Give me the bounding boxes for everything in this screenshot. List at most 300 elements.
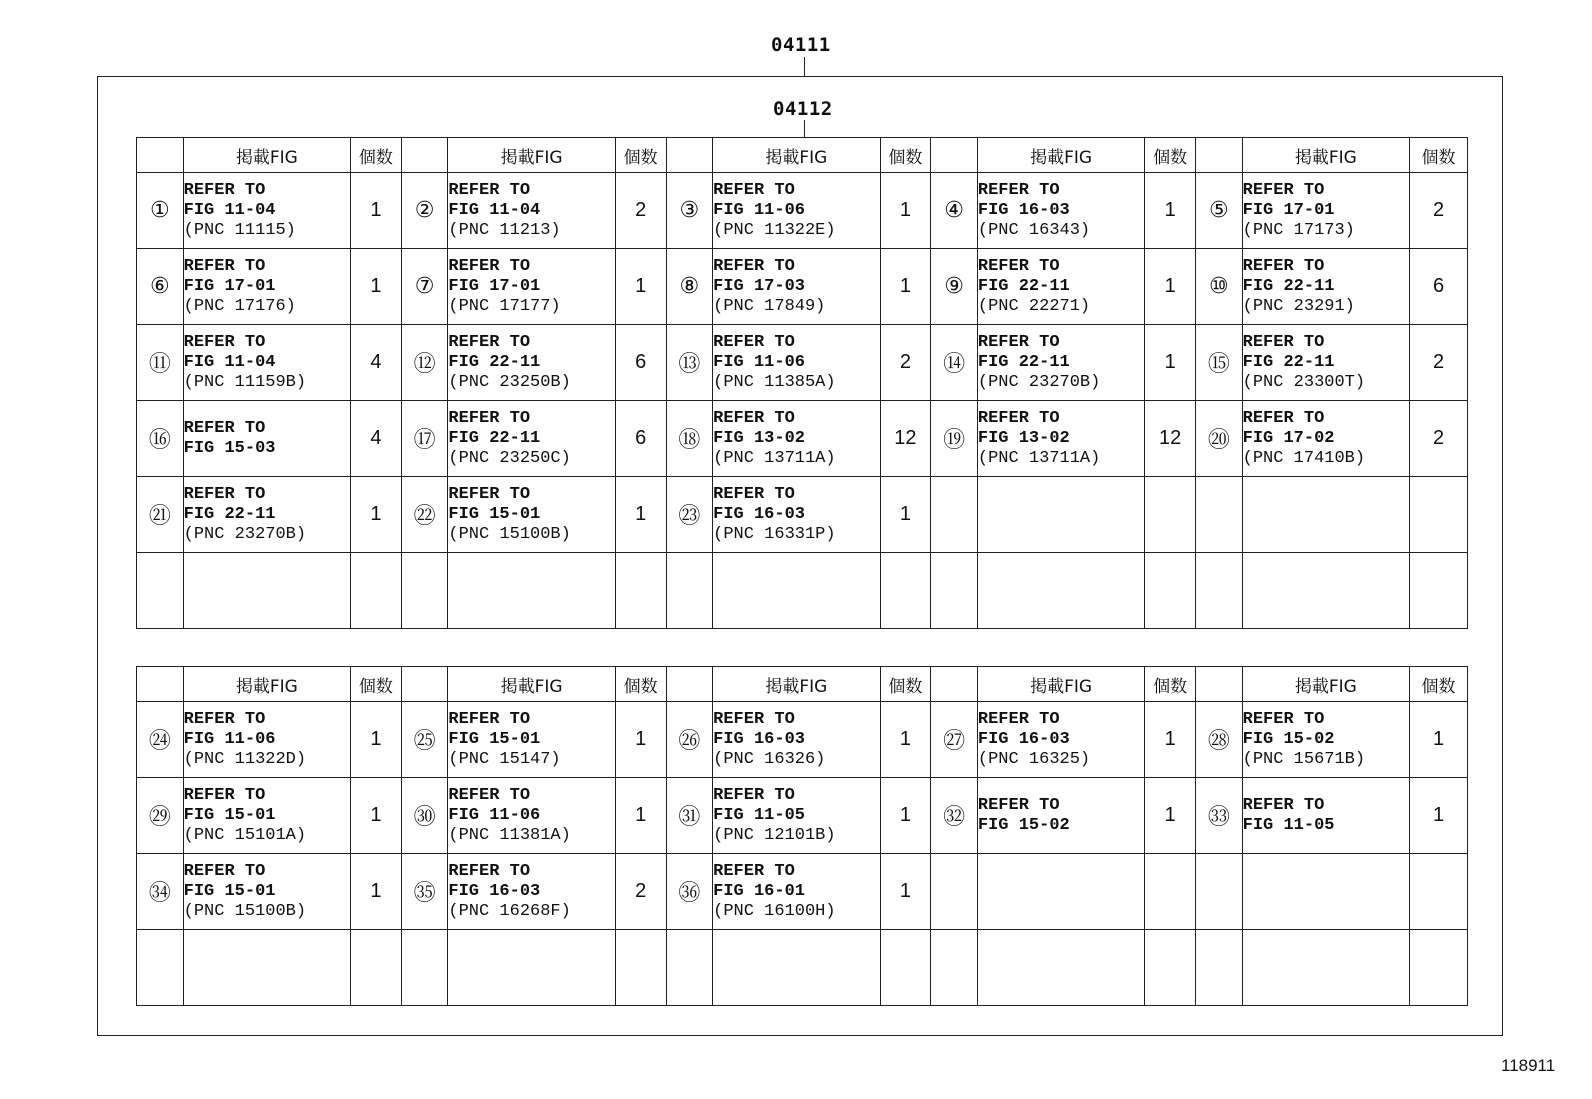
fig-reference-cell [448,553,615,629]
quantity-cell: 1 [615,249,666,325]
refer-to-text: REFER TO [448,180,531,200]
fig-reference-cell [1242,778,1409,854]
callout-number [666,930,713,1006]
quantity-cell: 4 [351,401,402,477]
callout-number [1196,854,1243,930]
header-qty-cell: 個数 [880,667,931,702]
quantity-cell: 2 [1410,173,1468,249]
fig-number-text: FIG 16-03 [713,504,805,524]
fig-reference-cell [1242,854,1409,930]
fig-reference-cell [183,325,350,401]
fig-reference-cell [183,249,350,325]
header-fig-cell: 掲載FIG [977,667,1144,702]
fig-reference-cell [448,854,615,930]
callout-number: ⑲ [931,401,978,477]
callout-number: ⑯ [137,401,184,477]
refer-to-text: REFER TO [713,408,795,428]
fig-reference-cell [1242,173,1409,249]
header-number-cell [401,667,448,702]
assembly-number-label: 04111 [771,34,831,56]
fig-reference-cell [1242,477,1409,553]
refer-to-text: REFER TO [1242,795,1325,815]
quantity-cell [1410,854,1468,930]
fig-reference-cell [977,477,1144,553]
callout-number: ㉗ [931,702,978,778]
quantity-cell: 1 [1145,702,1196,778]
refer-to-text: REFER TO [448,256,531,276]
table-header-row [137,667,1468,702]
callout-number: ㉑ [137,477,184,553]
pnc-text: (PNC 22271) [977,296,1091,316]
quantity-cell: 2 [615,854,666,930]
fig-number-text: FIG 17-03 [713,276,805,296]
refer-to-text: REFER TO [183,418,266,438]
callout-number: ④ [931,173,978,249]
table-row [137,249,1468,325]
fig-number-text: FIG 22-11 [448,428,541,448]
fig-reference-cell [713,401,880,477]
fig-number-text: FIG 22-11 [448,352,541,372]
header-number-cell [666,138,713,173]
pnc-text: (PNC 11115) [183,220,296,240]
header-qty-cell: 個数 [880,138,931,173]
fig-number-text: FIG 13-02 [977,428,1070,448]
header-number-cell [666,667,713,702]
pnc-text: (PNC 17177) [448,296,561,316]
fig-reference-cell [977,930,1144,1006]
quantity-cell [351,930,402,1006]
fig-reference-cell [713,930,880,1006]
refer-to-text: REFER TO [183,861,266,881]
pnc-text: (PNC 17849) [713,296,826,316]
quantity-cell: 1 [1145,325,1196,401]
fig-number-text: FIG 22-11 [1242,276,1335,296]
fig-reference-cell [977,854,1144,930]
refer-to-text: REFER TO [977,256,1060,276]
table-row [137,702,1468,778]
header-fig-cell: 掲載FIG [1242,138,1409,173]
refer-to-text: REFER TO [713,484,795,504]
quantity-cell: 2 [1410,401,1468,477]
quantity-cell [1145,854,1196,930]
callout-number: ⑪ [137,325,184,401]
header-number-cell [1196,667,1243,702]
fig-reference-cell [448,778,615,854]
refer-to-text: REFER TO [183,180,266,200]
callout-number: ㉓ [666,477,713,553]
fig-reference-cell [1242,325,1409,401]
fig-reference-cell [977,553,1144,629]
header-qty-cell: 個数 [615,138,666,173]
quantity-cell: 1 [615,778,666,854]
fig-number-text: FIG 22-11 [977,352,1070,372]
header-number-cell [1196,138,1243,173]
refer-to-text: REFER TO [713,180,795,200]
callout-number [931,477,978,553]
refer-to-text: REFER TO [183,256,266,276]
quantity-cell: 1 [615,477,666,553]
fig-number-text: FIG 16-03 [977,200,1070,220]
subassembly-number-label: 04112 [773,98,833,120]
fig-reference-cell [977,325,1144,401]
callout-number: ⑩ [1196,249,1243,325]
quantity-cell: 1 [615,702,666,778]
refer-to-text: REFER TO [1242,332,1325,352]
callout-number [931,930,978,1006]
quantity-cell: 6 [615,325,666,401]
fig-number-text: FIG 15-02 [977,815,1070,835]
callout-number: ㉖ [666,702,713,778]
fig-number-text: FIG 17-01 [1242,200,1335,220]
quantity-cell: 1 [351,778,402,854]
table-row [137,553,1468,629]
fig-number-text: FIG 16-03 [448,881,541,901]
callout-number [401,930,448,1006]
quantity-cell: 12 [1145,401,1196,477]
fig-number-text: FIG 15-02 [1242,729,1335,749]
fig-number-text: FIG 11-06 [448,805,541,825]
callout-number: ㉟ [401,854,448,930]
fig-number-text: FIG 13-02 [713,428,805,448]
quantity-cell: 6 [1410,249,1468,325]
fig-number-text: FIG 22-11 [977,276,1070,296]
callout-number [1196,477,1243,553]
fig-number-text: FIG 11-06 [183,729,276,749]
fig-reference-cell [183,477,350,553]
fig-number-text: FIG 22-11 [183,504,276,524]
fig-reference-cell [977,249,1144,325]
fig-reference-cell [977,401,1144,477]
pnc-text: (PNC 16343) [977,220,1091,240]
callout-number: ㊱ [666,854,713,930]
fig-reference-cell [448,702,615,778]
pnc-text: (PNC 16331P) [713,524,836,544]
callout-number [931,854,978,930]
fig-reference-cell [1242,930,1409,1006]
fig-number-text: FIG 11-05 [1242,815,1335,835]
header-fig-cell: 掲載FIG [713,138,880,173]
fig-reference-cell [1242,249,1409,325]
pnc-text: (PNC 11322E) [713,220,836,240]
quantity-cell [1145,477,1196,553]
fig-reference-cell [183,401,350,477]
quantity-cell: 1 [880,854,931,930]
table-header-row [137,138,1468,173]
quantity-cell: 2 [1410,325,1468,401]
callout-number: ② [401,173,448,249]
pnc-text: (PNC 17173) [1242,220,1355,240]
pnc-text: (PNC 11385A) [713,372,836,392]
header-number-cell [137,138,184,173]
fig-number-text: FIG 17-02 [1242,428,1335,448]
refer-to-text: REFER TO [977,795,1060,815]
header-fig-cell: 掲載FIG [448,138,615,173]
refer-to-text: REFER TO [183,484,266,504]
header-number-cell [931,138,978,173]
callout-number: ⑬ [666,325,713,401]
pnc-text: (PNC 15147) [448,749,561,769]
refer-to-text: REFER TO [1242,709,1325,729]
pnc-text: (PNC 16326) [713,749,826,769]
pnc-text: (PNC 11322D) [183,749,307,769]
refer-to-text: REFER TO [1242,180,1325,200]
fig-reference-cell [448,930,615,1006]
fig-number-text: FIG 15-01 [448,504,541,524]
callout-number: ③ [666,173,713,249]
pnc-text: (PNC 23270B) [977,372,1101,392]
parts-reference-table-2 [136,666,1468,1006]
header-qty-cell: 個数 [1410,667,1468,702]
fig-reference-cell [713,477,880,553]
callout-number: ⑫ [401,325,448,401]
fig-number-text: FIG 22-11 [1242,352,1335,372]
fig-reference-cell [1242,702,1409,778]
quantity-cell: 1 [1410,702,1468,778]
pnc-text: (PNC 17410B) [1242,448,1366,468]
header-qty-cell: 個数 [351,667,402,702]
quantity-cell: 1 [880,778,931,854]
callout-number [137,553,184,629]
fig-reference-cell [448,173,615,249]
fig-reference-cell [183,930,350,1006]
callout-number: ⑭ [931,325,978,401]
pnc-text: (PNC 15101A) [183,825,307,845]
fig-reference-cell [183,553,350,629]
refer-to-text: REFER TO [713,332,795,352]
callout-number: ㉕ [401,702,448,778]
fig-reference-cell [977,702,1144,778]
callout-number: ㉝ [1196,778,1243,854]
callout-number: ⑦ [401,249,448,325]
pnc-text: (PNC 12101B) [713,825,836,845]
quantity-cell [615,553,666,629]
pnc-text: (PNC 15100B) [183,901,307,921]
pnc-text: (PNC 11381A) [448,825,571,845]
fig-reference-cell [713,325,880,401]
pnc-text: (PNC 15671B) [1242,749,1366,769]
fig-reference-cell [713,553,880,629]
callout-number [137,930,184,1006]
refer-to-text: REFER TO [448,785,531,805]
fig-number-text: FIG 17-01 [448,276,541,296]
refer-to-text: REFER TO [183,785,266,805]
quantity-cell: 2 [880,325,931,401]
fig-number-text: FIG 11-06 [713,352,805,372]
fig-number-text: FIG 15-03 [183,438,276,458]
fig-number-text: FIG 15-01 [183,805,276,825]
fig-reference-cell [713,173,880,249]
header-qty-cell: 個数 [351,138,402,173]
fig-number-text: FIG 11-04 [448,200,541,220]
table-row [137,325,1468,401]
refer-to-text: REFER TO [448,484,531,504]
callout-number: ㉞ [137,854,184,930]
fig-number-text: FIG 11-06 [713,200,805,220]
quantity-cell: 1 [880,173,931,249]
refer-to-text: REFER TO [1242,408,1325,428]
fig-reference-cell [977,778,1144,854]
header-fig-cell: 掲載FIG [183,138,350,173]
header-fig-cell: 掲載FIG [1242,667,1409,702]
callout-number: ㉔ [137,702,184,778]
callout-number: ㉒ [401,477,448,553]
pnc-text: (PNC 11213) [448,220,561,240]
fig-reference-cell [1242,401,1409,477]
callout-number: ⑤ [1196,173,1243,249]
pnc-text: (PNC 13711A) [713,448,836,468]
header-fig-cell: 掲載FIG [977,138,1144,173]
header-fig-cell: 掲載FIG [183,667,350,702]
refer-to-text: REFER TO [448,408,531,428]
quantity-cell: 1 [351,477,402,553]
refer-to-text: REFER TO [183,709,266,729]
quantity-cell [351,553,402,629]
header-number-cell [931,667,978,702]
quantity-cell: 1 [351,702,402,778]
fig-reference-cell [183,173,350,249]
fig-number-text: FIG 11-05 [713,805,805,825]
callout-number: ⑳ [1196,401,1243,477]
callout-number: ㉚ [401,778,448,854]
refer-to-text: REFER TO [448,709,531,729]
refer-to-text: REFER TO [977,408,1060,428]
fig-reference-cell [713,778,880,854]
pnc-text: (PNC 23291) [1242,296,1355,316]
header-qty-cell: 個数 [1410,138,1468,173]
quantity-cell: 1 [880,702,931,778]
fig-number-text: FIG 11-04 [183,352,276,372]
table-row [137,173,1468,249]
header-qty-cell: 個数 [615,667,666,702]
callout-number: ㉙ [137,778,184,854]
fig-number-text: FIG 17-01 [183,276,276,296]
header-qty-cell: 個数 [1145,667,1196,702]
refer-to-text: REFER TO [977,709,1060,729]
quantity-cell: 1 [1145,778,1196,854]
callout-number: ⑰ [401,401,448,477]
fig-reference-cell [713,702,880,778]
refer-to-text: REFER TO [977,332,1060,352]
fig-number-text: FIG 16-03 [977,729,1070,749]
callout-number: ⑮ [1196,325,1243,401]
callout-number [1196,930,1243,1006]
fig-reference-cell [713,854,880,930]
fig-number-text: FIG 16-01 [713,881,805,901]
quantity-cell [1410,930,1468,1006]
quantity-cell: 1 [1410,778,1468,854]
refer-to-text: REFER TO [977,180,1060,200]
quantity-cell [1145,930,1196,1006]
refer-to-text: REFER TO [713,709,795,729]
fig-reference-cell [183,702,350,778]
quantity-cell: 12 [880,401,931,477]
table-row [137,778,1468,854]
quantity-cell [1410,553,1468,629]
header-number-cell [137,667,184,702]
fig-number-text: FIG 16-03 [713,729,805,749]
callout-number: ㉛ [666,778,713,854]
fig-reference-cell [713,249,880,325]
callout-number [1196,553,1243,629]
pnc-text: (PNC 17176) [183,296,296,316]
header-fig-cell: 掲載FIG [713,667,880,702]
header-qty-cell: 個数 [1145,138,1196,173]
refer-to-text: REFER TO [713,785,795,805]
callout-number [931,553,978,629]
fig-reference-cell [448,249,615,325]
refer-to-text: REFER TO [448,861,531,881]
pnc-text: (PNC 16268F) [448,901,571,921]
subassembly-leader-line [804,120,805,137]
quantity-cell: 1 [880,477,931,553]
callout-number: ⑱ [666,401,713,477]
fig-reference-cell [448,325,615,401]
quantity-cell: 1 [351,854,402,930]
header-number-cell [401,138,448,173]
pnc-text: (PNC 23250C) [448,448,571,468]
pnc-text: (PNC 23270B) [183,524,307,544]
pnc-text: (PNC 23300T) [1242,372,1366,392]
fig-reference-cell [183,854,350,930]
table-row [137,854,1468,930]
quantity-cell: 4 [351,325,402,401]
pnc-text: (PNC 15100B) [448,524,571,544]
quantity-cell [615,930,666,1006]
quantity-cell: 1 [880,249,931,325]
fig-number-text: FIG 15-01 [183,881,276,901]
refer-to-text: REFER TO [183,332,266,352]
callout-number [401,553,448,629]
callout-number: ㉘ [1196,702,1243,778]
refer-to-text: REFER TO [713,256,795,276]
refer-to-text: REFER TO [448,332,531,352]
document-number: 118911 [1501,1056,1556,1075]
quantity-cell: 1 [351,249,402,325]
parts-reference-table-1 [136,137,1468,629]
pnc-text: (PNC 23250B) [448,372,571,392]
quantity-cell: 6 [615,401,666,477]
fig-number-text: FIG 15-01 [448,729,541,749]
table-row [137,401,1468,477]
callout-number: ⑥ [137,249,184,325]
pnc-text: (PNC 16100H) [713,901,836,921]
callout-number: ⑨ [931,249,978,325]
fig-reference-cell [448,401,615,477]
quantity-cell: 1 [1145,173,1196,249]
pnc-text: (PNC 11159B) [183,372,307,392]
quantity-cell: 2 [615,173,666,249]
callout-number: ① [137,173,184,249]
fig-reference-cell [183,778,350,854]
quantity-cell [1410,477,1468,553]
refer-to-text: REFER TO [1242,256,1325,276]
fig-reference-cell [977,173,1144,249]
quantity-cell [880,930,931,1006]
quantity-cell [880,553,931,629]
pnc-text: (PNC 16325) [977,749,1091,769]
pnc-text: (PNC 13711A) [977,448,1101,468]
table-row [137,477,1468,553]
callout-number: ㉜ [931,778,978,854]
quantity-cell: 1 [351,173,402,249]
fig-number-text: FIG 11-04 [183,200,276,220]
quantity-cell [1145,553,1196,629]
assembly-leader-line [804,57,805,77]
refer-to-text: REFER TO [713,861,795,881]
callout-number: ⑧ [666,249,713,325]
fig-reference-cell [448,477,615,553]
quantity-cell: 1 [1145,249,1196,325]
